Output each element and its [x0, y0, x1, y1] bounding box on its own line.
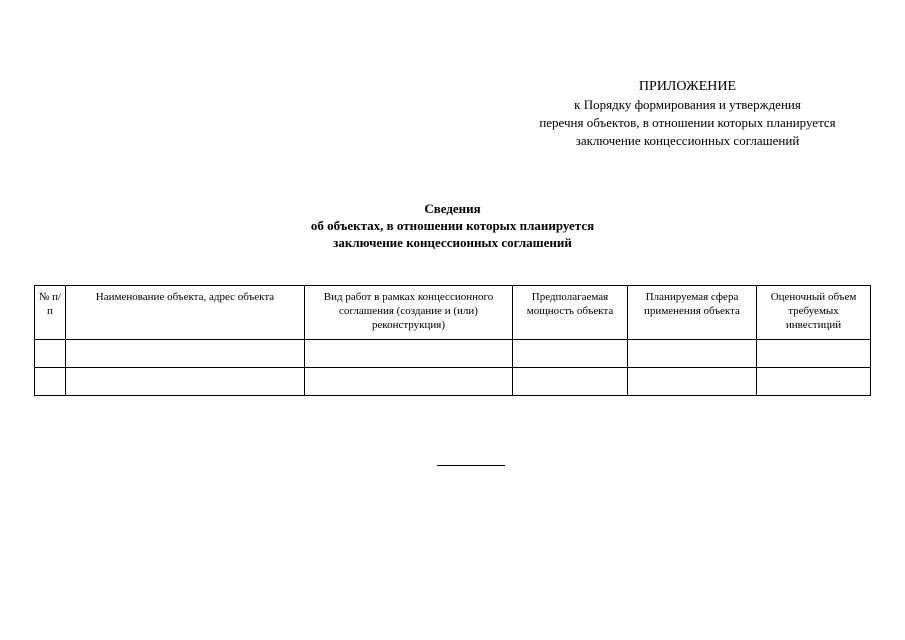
table-cell	[35, 340, 66, 368]
table-cell	[628, 340, 757, 368]
title-line: об объектах, в отношении которых планируется	[310, 218, 595, 233]
header-cell-name-address: Наименование объекта, адрес объекта	[66, 286, 305, 340]
title-line: заключение концессионных соглашений	[333, 235, 572, 250]
title-line: Сведения	[424, 201, 481, 216]
appendix-heading: ПРИЛОЖЕНИЕ	[638, 79, 737, 94]
table-cell	[35, 368, 66, 396]
appendix-line: к Порядку формирования и утверждения	[574, 97, 801, 112]
table-cell	[628, 368, 757, 396]
table-row	[35, 368, 871, 396]
appendix-line: заключение концессионных соглашений	[575, 133, 800, 148]
header-cell-number: № п/п	[35, 286, 66, 340]
table-cell	[305, 368, 513, 396]
appendix-line: перечня объектов, в отношении которых планируется	[539, 115, 836, 130]
table-cell	[513, 368, 628, 396]
table-cell	[513, 340, 628, 368]
objects-table	[34, 285, 871, 396]
document-title	[180, 200, 725, 251]
table-cell	[757, 340, 871, 368]
table-cell	[757, 368, 871, 396]
appendix-block	[500, 78, 875, 150]
table-cell	[305, 340, 513, 368]
header-cell-application-area: Планируемая сфера применения объекта	[628, 286, 757, 340]
table-cell	[66, 340, 305, 368]
separator-line	[437, 465, 505, 466]
table-cell	[66, 368, 305, 396]
table-row	[35, 340, 871, 368]
table-header-row	[35, 286, 871, 340]
header-cell-investment: Оценочный объем требуемых инвестиций	[757, 286, 871, 340]
header-cell-capacity: Предполагаемая мощность объекта	[513, 286, 628, 340]
header-cell-work-type: Вид работ в рамках концессионного соглашения (создание и (или) реконструкция)	[305, 286, 513, 340]
